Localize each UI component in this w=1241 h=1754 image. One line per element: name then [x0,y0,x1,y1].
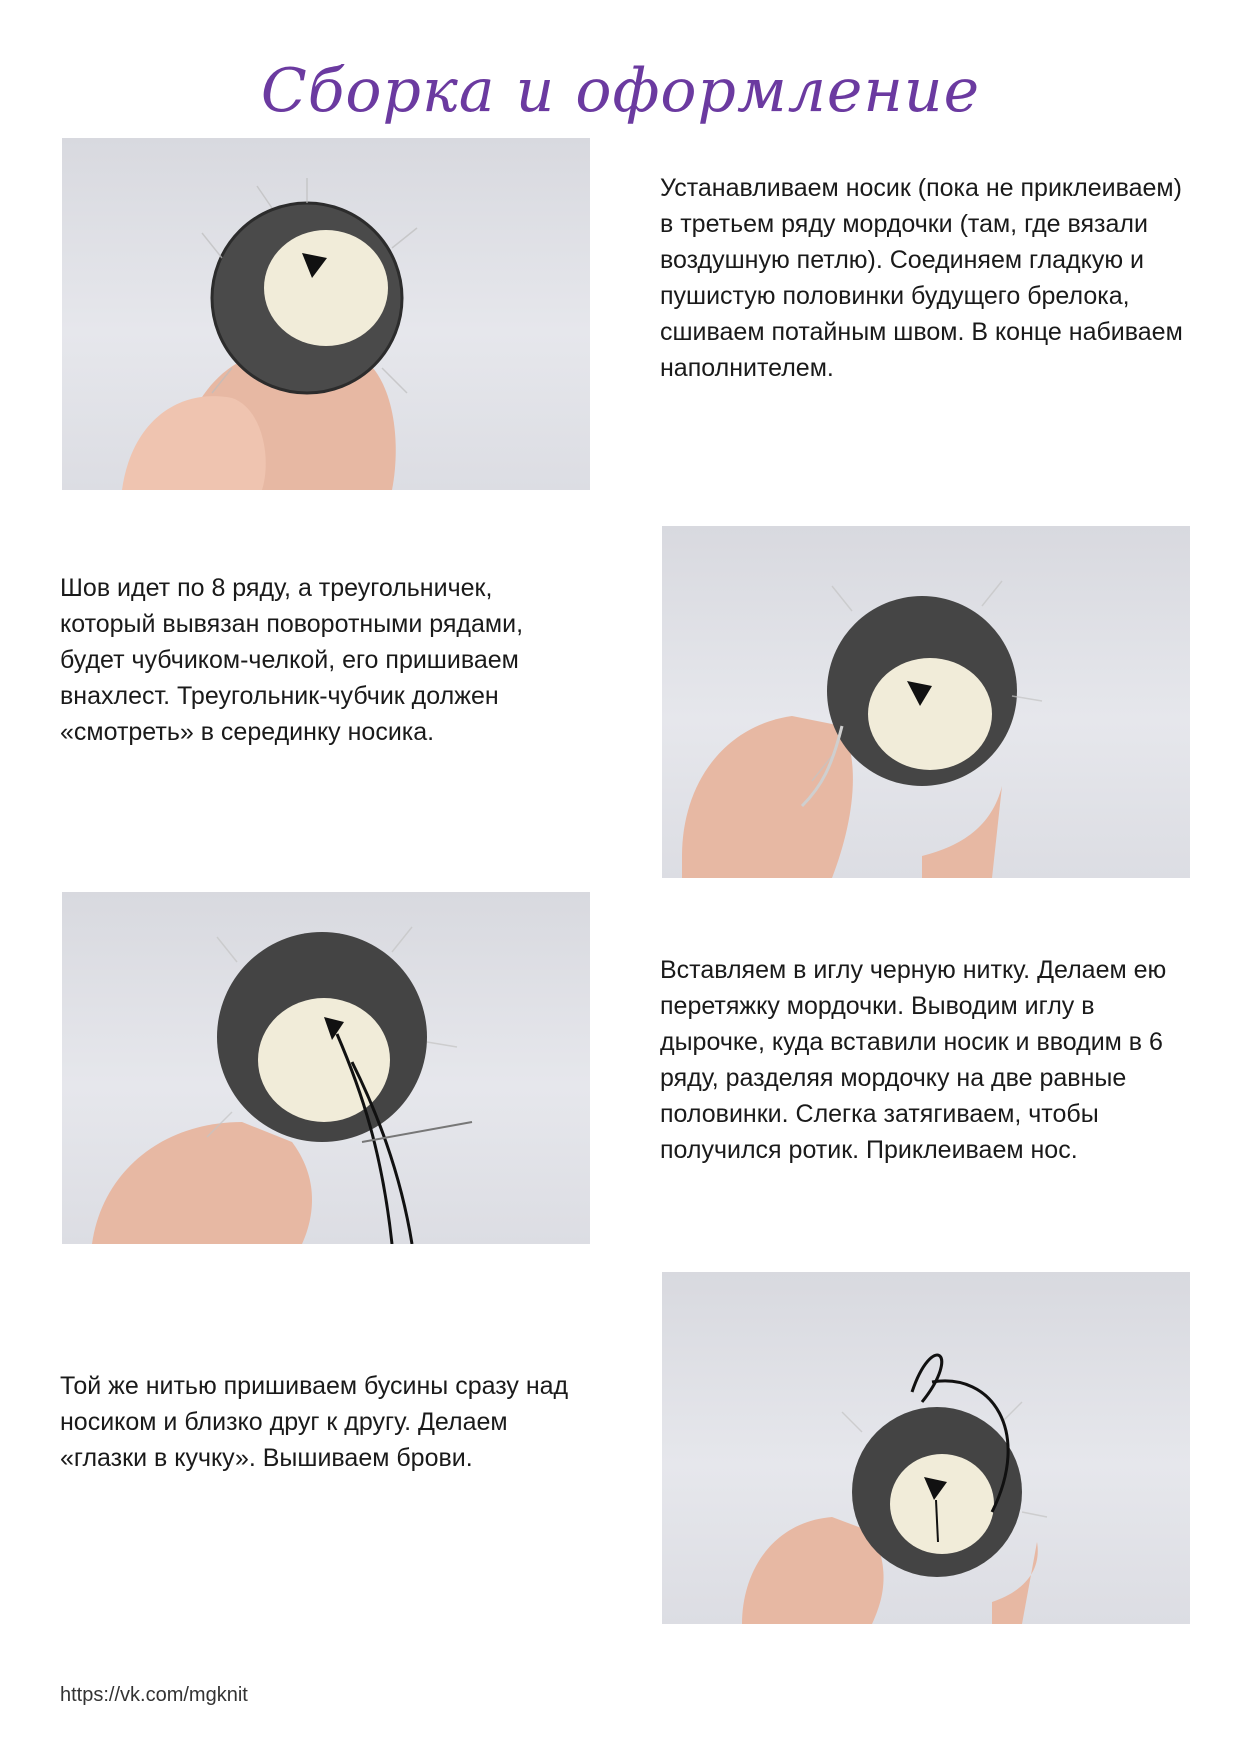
hedgehog-photo-3 [62,892,590,1244]
step-3-photo [62,892,590,1244]
step-1-text: Устанавливаем носик (пока не приклеиваем) в третьем ряду мордочки (там, где вязали воздушную петлю). Соединяем гладкую и пушистую половинки будущего брелока, сшиваем потайным швом. В конце набиваем наполнителем. [660,174,1183,382]
step-1-photo [62,138,590,490]
hedgehog-photo-1 [62,138,590,490]
footer-link[interactable]: https://vk.com/mgknit [60,1684,248,1706]
step-4-photo [662,1272,1190,1624]
hedgehog-photo-4 [662,1272,1190,1624]
step-3-text: Вставляем в иглу черную нитку. Делаем ею перетяжку мордочки. Выводим иглу в дырочке, куда вставили носик и вводим в 6 ряду, разделяя мордочку на две равные половинки. Слегка затягиваем, чтобы получился ротик. Приклеиваем нос. [660,956,1167,1164]
hedgehog-photo-2 [662,526,1190,878]
step-4-text: Той же нитью пришиваем бусины сразу над носиком и близко друг к другу. Делаем «глазки в кучку». Вышиваем брови. [60,1372,569,1472]
page-title: Сборка и оформление [260,56,981,126]
step-2-text: Шов идет по 8 ряду, а треугольничек, который вывязан поворотными рядами, будет чубчиком-челкой, его пришиваем внахлест. Треугольник-чубчик должен «смотреть» в серединку носика. [60,574,524,746]
step-2-photo [662,526,1190,878]
